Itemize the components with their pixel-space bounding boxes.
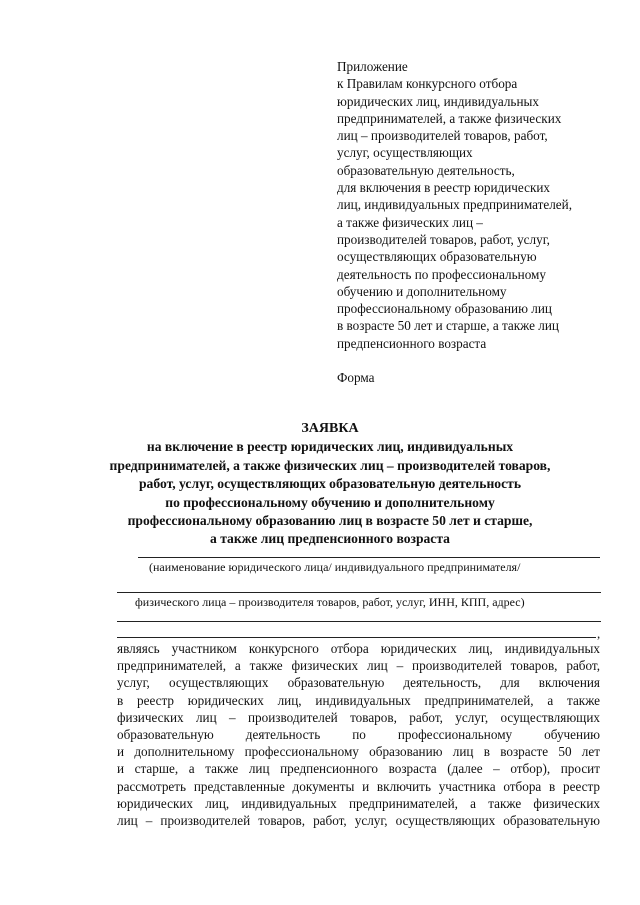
- fill-line: [117, 621, 601, 622]
- body-line: юридических лиц, индивидуальных предпринимателей, а также физических: [117, 795, 600, 811]
- appendix-line: деятельность по профессиональному: [337, 266, 546, 282]
- appendix-line: осуществляющих образовательную: [337, 249, 537, 265]
- body-line: в реестр юридических лиц, индивидуальных предпринимателей, а также: [117, 692, 600, 708]
- fill-line: [117, 637, 596, 638]
- appendix-line: лиц – производителей товаров, работ,: [337, 128, 548, 144]
- appendix-line: для включения в реестр юридических: [337, 180, 550, 196]
- body-line: и старше, а также лиц предпенсионного возраста (далее – отбор), просит: [117, 761, 600, 777]
- body-line: и дополнительному профессиональному образованию лиц в возрасте 50 лет: [117, 744, 600, 760]
- fill-line: [138, 557, 600, 558]
- body-line: рассмотреть представленные документы и включить участника отбора в реестр: [117, 778, 600, 794]
- body-line: услуг, осуществляющих образовательную деятельность, для включения: [117, 675, 600, 691]
- title-line: а также лиц предпенсионного возраста: [210, 531, 450, 547]
- form-label: Форма: [337, 370, 375, 385]
- title-line: профессиональному образованию лиц в возрасте 50 лет и старше,: [127, 513, 533, 529]
- field-caption-details: физического лица – производителя товаров, работ, услуг, ИНН, КПП, адрес): [135, 595, 525, 609]
- field-caption-name: (наименование юридического лица/ индивидуального предпринимателя/: [149, 560, 521, 574]
- body-line: предпринимателей, а также физических лиц – производителей товаров, работ,: [117, 658, 600, 674]
- fill-line: [117, 592, 601, 593]
- appendix-line: юридических лиц, индивидуальных: [337, 93, 539, 109]
- body-line: являясь участником конкурсного отбора юридических лиц, индивидуальных: [117, 641, 600, 656]
- appendix-line: а также физических лиц –: [337, 214, 483, 230]
- appendix-line: в возрасте 50 лет и старше, а также лиц: [337, 318, 559, 334]
- appendix-line: предпенсионного возраста: [337, 335, 487, 351]
- appendix-line: предпринимателей, а также физических: [337, 110, 562, 126]
- appendix-line: к Правилам конкурсного отбора: [337, 76, 518, 92]
- appendix-header: [337, 58, 627, 352]
- body-line: физических лиц – производителей товаров, работ, услуг, осуществляющих: [117, 709, 600, 725]
- appendix-line: услуг, осуществляющих: [337, 145, 473, 161]
- appendix-line: Приложение: [337, 59, 408, 74]
- document-title: [100, 420, 560, 549]
- appendix-line: производителей товаров, работ, услуг,: [337, 231, 550, 247]
- title-line: предпринимателей, а также физических лиц – производителей товаров,: [109, 457, 551, 473]
- title-line: работ, услуг, осуществляющих образовательную деятельность: [138, 476, 522, 492]
- title-heading: ЗАЯВКА: [301, 421, 359, 436]
- title-line: по профессиональному обучению и дополнительному: [165, 494, 495, 510]
- appendix-line: профессиональному образованию лиц: [337, 301, 552, 317]
- body-line: образовательную деятельность по профессиональному обучению: [117, 727, 600, 743]
- appendix-line: обучению и дополнительному: [337, 283, 507, 299]
- trailing-comma: ,: [597, 626, 601, 641]
- appendix-line: лиц, индивидуальных предпринимателей,: [337, 197, 572, 213]
- title-line: на включение в реестр юридических лиц, индивидуальных: [146, 439, 514, 455]
- body-line: лиц – производителей товаров, работ, услуг, осуществляющих образовательную: [117, 813, 600, 829]
- appendix-line: образовательную деятельность,: [337, 162, 515, 178]
- body-paragraph: [117, 640, 600, 829]
